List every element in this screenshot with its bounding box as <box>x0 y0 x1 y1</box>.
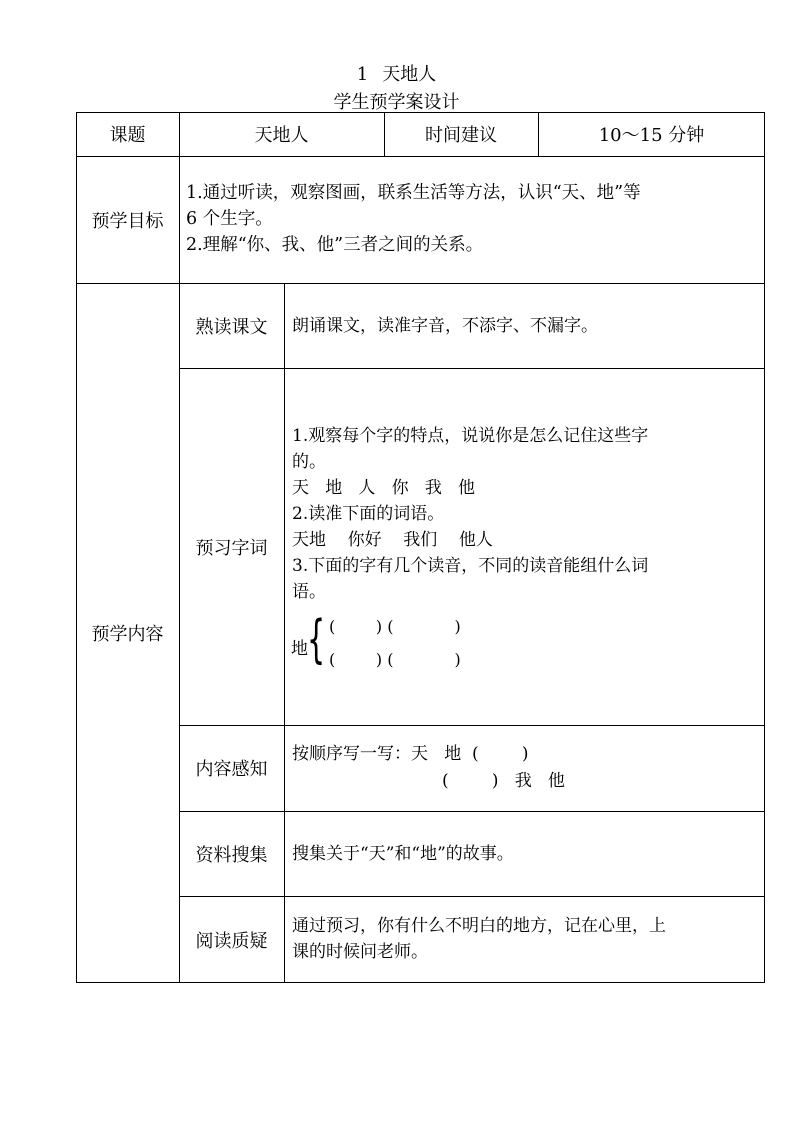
label-reading: 熟读课文 <box>195 316 268 338</box>
perception-line: 按顺序写一写：天 地 ( ) <box>292 744 529 764</box>
chars-question: 2.读准下面的词语。 <box>292 504 445 524</box>
polyphonic-char: 地 <box>291 639 308 659</box>
collect-text: 搜集关于“天”和“地”的故事。 <box>292 843 514 864</box>
chars-question: 的。 <box>292 452 326 472</box>
label-goals: 预学目标 <box>91 210 164 232</box>
question-line: 课的时候问老师。 <box>292 942 428 962</box>
chars-question: 语。 <box>292 582 326 602</box>
time-value: 10～15 分钟 <box>598 125 705 146</box>
column-divider <box>284 283 285 983</box>
label-topic: 课题 <box>109 125 146 146</box>
label-perception: 内容感知 <box>195 759 268 780</box>
goals-line: 6 个生字。 <box>186 209 273 229</box>
document-subtitle: 学生预学案设计 <box>333 92 460 113</box>
brace-icon: { <box>307 610 326 670</box>
label-chars: 预习字词 <box>195 537 268 559</box>
question-line: 通过预习，你有什么不明白的地方，记在心里，上 <box>292 916 666 936</box>
lesson-name: 天地人 <box>382 64 437 85</box>
label-time: 时间建议 <box>425 125 497 146</box>
label-question: 阅读质疑 <box>195 930 268 952</box>
goals-text <box>186 180 762 258</box>
question-text <box>292 913 762 965</box>
lesson-title <box>0 60 793 86</box>
topic-value: 天地人 <box>254 125 309 146</box>
chars-content <box>292 423 762 605</box>
label-collect: 资料搜集 <box>195 844 268 866</box>
reading-text: 朗诵课文，读准字音，不添字、不漏字。 <box>292 315 598 336</box>
answer-blank[interactable]: ( ) ( ) <box>329 617 461 636</box>
chars-list: 天 地 人 你 我 他 <box>292 478 476 498</box>
goals-line: 2.理解“你、我、他”三者之间的关系。 <box>186 235 484 255</box>
answer-blank[interactable]: ( ) ( ) <box>329 650 461 669</box>
goals-line: 1.通过听读，观察图画，联系生活等方法，认识“天、地”等 <box>186 183 641 203</box>
lesson-number: 1 <box>356 64 369 85</box>
chars-question: 3.下面的字有几个读音，不同的读音能组什么词 <box>292 556 649 576</box>
label-content: 预学内容 <box>91 624 164 645</box>
words-list: 天地 你好 我们 他人 <box>292 530 493 550</box>
perception-line: ( ) 我 他 <box>442 771 565 791</box>
chars-question: 1.观察每个字的特点，说说你是怎么记住这些字 <box>292 426 649 446</box>
